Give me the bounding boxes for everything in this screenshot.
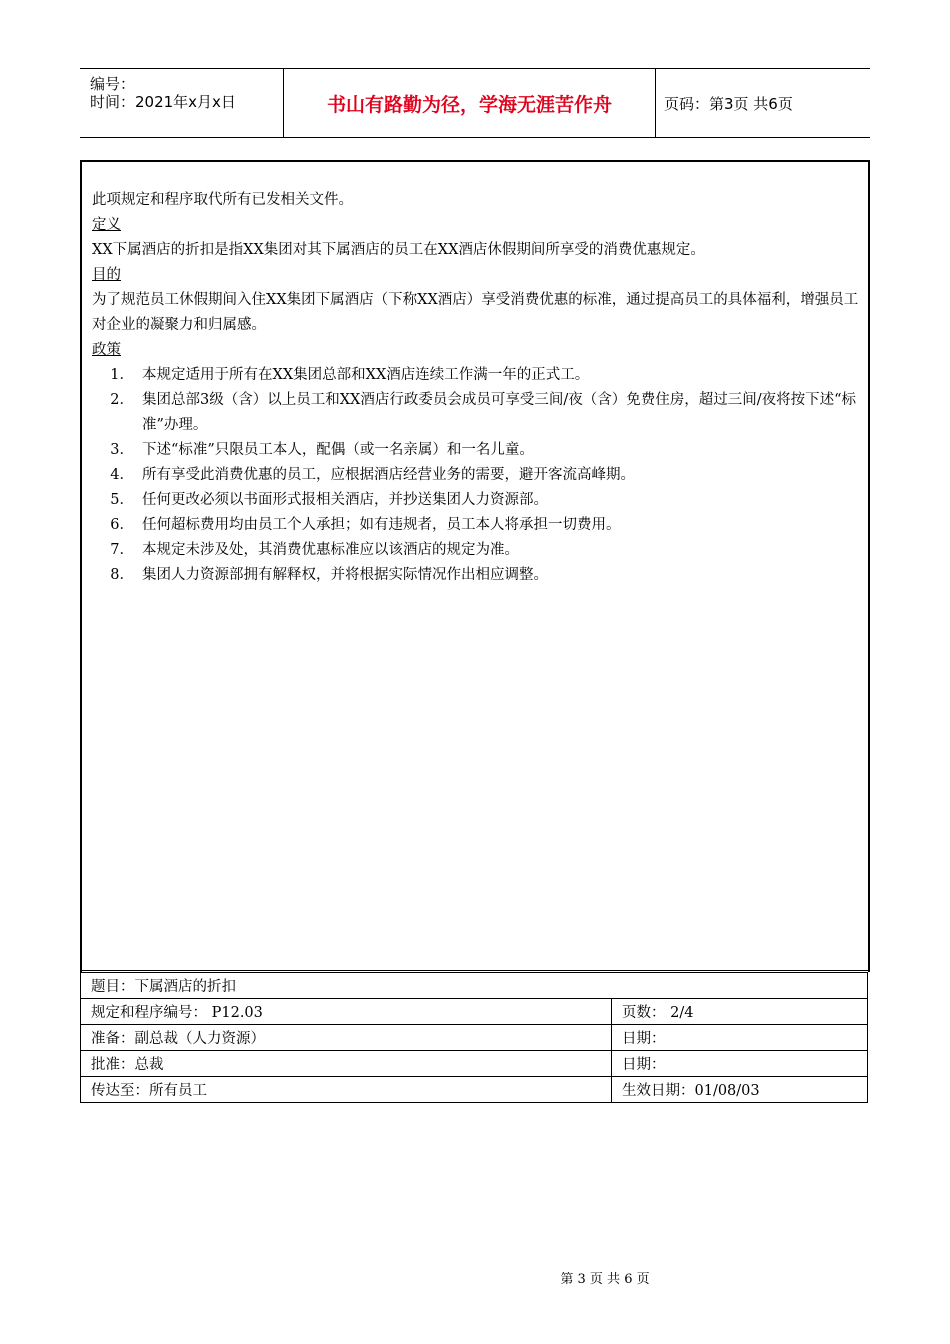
meta-approved: 批准：总裁 <box>81 1051 612 1077</box>
purpose-heading: 目的 <box>92 267 121 283</box>
policy-item-text: 本规定适用于所有在XX集团总部和XX酒店连续工作满一年的正式工。 <box>142 367 590 383</box>
policy-item-number: 1． <box>110 367 134 383</box>
header-page-info: 页码：第3页 共6页 <box>664 94 793 113</box>
meta-row <box>81 1025 868 1051</box>
definition-text: XX下属酒店的折扣是指XX集团对其下属酒店的员工在XX酒店休假期间所享受的消费优惠规定。 <box>92 242 705 258</box>
content-box <box>80 160 870 972</box>
policy-item-text: 集团人力资源部拥有解释权，并将根据实际情况作出相应调整。 <box>142 567 548 583</box>
purpose-text: 为了规范员工休假期间入住XX集团下属酒店（下称XX酒店）享受消费优惠的标准，通过提高员工的具体福利，增强员工对企业的凝聚力和归属感。 <box>92 292 859 333</box>
policy-item <box>92 538 862 563</box>
document-meta-table <box>80 970 868 1103</box>
meta-effective-date: 生效日期：01/08/03 <box>612 1077 868 1103</box>
definition-heading: 定义 <box>92 217 121 233</box>
meta-row <box>81 999 868 1025</box>
policy-item <box>92 563 862 588</box>
policy-item <box>92 488 862 513</box>
policy-item-number: 4． <box>110 467 134 483</box>
meta-distribution: 传达至：所有员工 <box>81 1077 612 1103</box>
header-left-cell <box>80 69 282 137</box>
policy-item-number: 7． <box>110 542 134 558</box>
policy-item-text: 下述“标准”只限员工本人，配偶（或一名亲属）和一名儿童。 <box>142 442 534 458</box>
header-motto: 书山有路勤为径，学海无涯苦作舟 <box>283 69 656 137</box>
intro-text: 此项规定和程序取代所有已发相关文件。 <box>92 192 353 208</box>
policy-item-number: 8． <box>110 567 134 583</box>
policy-item-text: 任何更改必须以书面形式报相关酒店，并抄送集团人力资源部。 <box>142 492 548 508</box>
content-body <box>92 188 862 588</box>
time-label: 时间：2021年x月x日 <box>90 93 236 111</box>
serial-label: 编号： <box>90 75 136 93</box>
meta-prepared: 准备：副总裁（人力资源） <box>81 1025 612 1051</box>
meta-code: 规定和程序编号： P12.03 <box>81 999 612 1025</box>
meta-title: 题目：下属酒店的折扣 <box>81 972 868 999</box>
policy-item-number: 6． <box>110 517 134 533</box>
meta-row <box>81 1051 868 1077</box>
policy-item-number: 2． <box>110 392 134 408</box>
policy-item-text: 所有享受此消费优惠的员工，应根据酒店经营业务的需要，避开客流高峰期。 <box>142 467 635 483</box>
meta-date-approved: 日期： <box>612 1051 868 1077</box>
policy-list <box>92 363 862 588</box>
policy-item-text: 任何超标费用均由员工个人承担；如有违规者，员工本人将承担一切费用。 <box>142 517 621 533</box>
policy-item <box>92 363 862 388</box>
document-header <box>80 68 870 138</box>
meta-pages: 页数： 2/4 <box>612 999 868 1025</box>
policy-item-number: 5． <box>110 492 134 508</box>
policy-item <box>92 438 862 463</box>
policy-item-number: 3． <box>110 442 134 458</box>
policy-item <box>92 388 862 438</box>
policy-item-text: 本规定未涉及处，其消费优惠标准应以该酒店的规定为准。 <box>142 542 519 558</box>
meta-row <box>81 1077 868 1103</box>
policy-heading: 政策 <box>92 342 121 358</box>
policy-item <box>92 463 862 488</box>
policy-item <box>92 513 862 538</box>
policy-item-text: 集团总部3级（含）以上员工和XX酒店行政委员会成员可享受三间/夜（含）免费住房，超过三间/夜将按下述“标准”办理。 <box>142 392 857 433</box>
meta-row <box>81 972 868 999</box>
page-footer: 第 3 页 共 6 页 <box>560 1272 650 1287</box>
meta-date-prepared: 日期： <box>612 1025 868 1051</box>
